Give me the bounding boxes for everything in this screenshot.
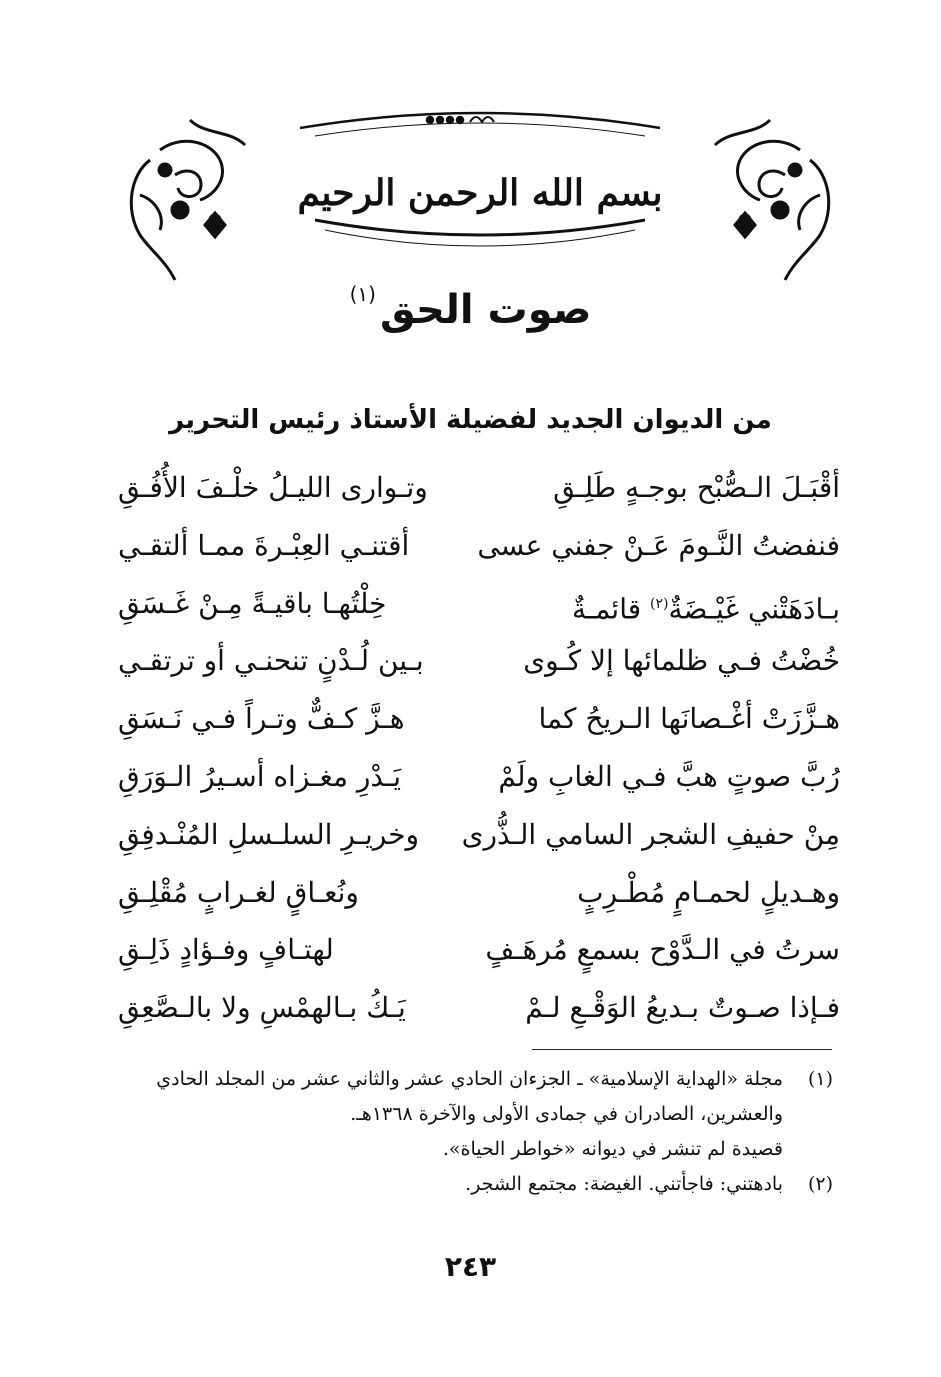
page-number: ٢٤٣ xyxy=(444,1250,497,1283)
verse-second-hemistich: بـين لُـدْنٍ تنحنـي أو ترتقـي xyxy=(118,644,424,678)
footnote-line: والعشرين، الصادران في جمادى الأولى والآخرة ١٣٦٨هـ. xyxy=(350,1103,783,1125)
verse-first-hemistich: سرتُ في الـدَّوْح بسمعٍ مُرهَـفٍ xyxy=(485,933,840,967)
basmala-text: بسم الله الرحمن الرحيم xyxy=(297,172,663,214)
verse-first-hemistich: مِنْ حفيفِ الشجر السامي الـذُّرى xyxy=(461,817,840,851)
footnote-number: (١) xyxy=(807,1068,833,1090)
poem-body xyxy=(118,462,840,1040)
verse-second-hemistich: وخريـرِ السلـسلِ المُنْـدفِقِ xyxy=(118,817,420,851)
verse xyxy=(118,520,840,578)
header-ornament xyxy=(120,100,840,300)
footnotes xyxy=(113,1062,833,1202)
verse xyxy=(118,751,840,809)
basmala-calligraphy xyxy=(297,172,662,246)
footnote-divider xyxy=(532,1049,832,1050)
verse-first-hemistich: وهـديلٍ لحمـامٍ مُطْـرِبٍ xyxy=(577,875,840,909)
verse xyxy=(118,867,840,925)
hemistich-start: بـادَهَتْني غَيْـضَةٌ xyxy=(668,591,840,625)
arch-ornament xyxy=(300,113,660,136)
verse-first-hemistich: أقْبَـلَ الـصُّبْح بوجـهٍ طَلِـقِ xyxy=(553,471,840,504)
poem-subtitle: من الديوان الجديد لفضيلة الأستاذ رئيس التحرير xyxy=(169,405,772,435)
footnote-ref: (٢) xyxy=(650,595,669,612)
verse xyxy=(118,924,840,982)
verse-first-hemistich: فـإذا صـوتٌ بـديعُ الوَقْـعِ لـمْ xyxy=(525,991,840,1025)
verse-first-hemistich: خُضْتُ فـي ظلمائها إلا كُـوى xyxy=(523,644,840,678)
corner-ornament-right xyxy=(715,120,829,280)
verse-second-hemistich: وتـوارى الليـلُ خلْـفَ الأُفُـقِ xyxy=(118,471,428,504)
verse-first-hemistich: هـزَّزَتْ أغْـصانَها الـريحُ كما xyxy=(538,702,840,736)
verse xyxy=(118,462,840,520)
verse xyxy=(118,809,840,867)
footnote-line: قصيدة لم تنشر في ديوانه «خواطر الحياة». xyxy=(442,1138,783,1160)
footnote-line: مجلة «الهداية الإسلامية» ـ الجزءان الحادي عشر والثاني عشر من المجلد الحادي xyxy=(156,1068,783,1090)
verse-second-hemistich: يَـكُ بـالهمْسِ ولا بالـصَّعِقِ xyxy=(118,991,406,1025)
footnote xyxy=(113,1167,833,1202)
hemistich-end: قائمـةٌ xyxy=(572,591,651,625)
footnote xyxy=(113,1062,833,1167)
corner-ornament-left xyxy=(131,120,245,280)
verse xyxy=(118,982,840,1040)
verse-first-hemistich xyxy=(572,578,840,635)
verse-second-hemistich: هـزَّ كـفٌّ وتـراً فـي نَـسَقِ xyxy=(118,702,405,736)
poem-title xyxy=(0,282,941,333)
verse-second-hemistich: أقتنـي العِبْـرةَ ممـا ألتقـي xyxy=(118,528,410,562)
verse-second-hemistich: لهتـافٍ وفـؤادٍ ذَلِـقِ xyxy=(118,933,334,967)
verse xyxy=(118,693,840,751)
verse xyxy=(118,578,840,636)
verse-second-hemistich: يَـدْرِ مغـزاه أسـيرُ الـوَرَقِ xyxy=(118,759,402,793)
footnote-number: (٢) xyxy=(807,1173,833,1195)
footnote-line: بادهتني: فاجأتني. الغيضة: مجتمع الشجر. xyxy=(465,1173,783,1195)
verse-first-hemistich: رُبَّ صوتٍ هبَّ فـي الغابِ ولَمْ xyxy=(498,759,840,793)
verse-first-hemistich: فنفضتُ النَّـومَ عَـنْ جفني عسى xyxy=(477,528,840,562)
footnote-text xyxy=(113,1062,783,1167)
verse-second-hemistich: ونُعـاقٍ لغـرابٍ مُقْلِـقِ xyxy=(118,875,359,909)
title-text: صوت الحق xyxy=(379,287,592,333)
title-footnote-ref: (١) xyxy=(349,282,376,306)
verse xyxy=(118,635,840,693)
verse-second-hemistich: خِلْتُهـا باقيـةً مِـنْ غَـسَقِ xyxy=(118,586,387,620)
footnote-text xyxy=(113,1167,783,1202)
